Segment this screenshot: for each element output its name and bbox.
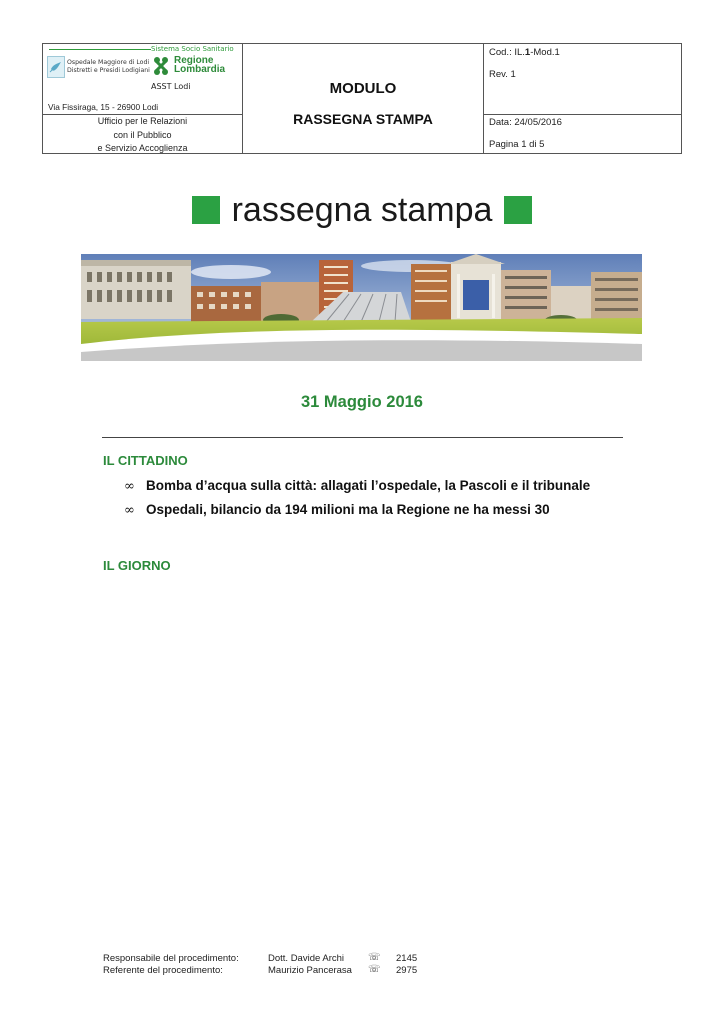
document-date: Data: 24/05/2016 xyxy=(489,117,562,128)
issue-date: 31 Maggio 2016 xyxy=(301,393,423,411)
page-title xyxy=(0,188,724,232)
referent-label: Referente del procedimento: xyxy=(103,965,223,976)
section-il-giorno: IL GIORNO xyxy=(103,558,171,573)
document-code: Cod.: IL.1-Mod.1 xyxy=(489,47,560,58)
divider xyxy=(102,437,623,438)
office-name: Ufficio per le Relazioni con il Pubblico e Servizio Accoglienza xyxy=(97,116,188,153)
green-square-icon xyxy=(192,196,220,224)
module-label: MODULO xyxy=(329,80,397,97)
asst-label: ASST Lodi xyxy=(151,82,191,91)
article-title: Bomba d’acqua sulla città: allagati l’ospedale, la Pascoli e il tribunale xyxy=(146,478,591,493)
phone-icon: ☏ xyxy=(368,964,381,975)
section-il-cittadino: IL CITTADINO xyxy=(103,453,188,468)
regione-lombardia-icon xyxy=(151,55,171,77)
asst-lodi-logo xyxy=(43,44,242,114)
article-title: Ospedali, bilancio da 194 milioni ma la Regione ne ha messi 30 xyxy=(146,502,550,517)
module-title: RASSEGNA STAMPA xyxy=(293,111,433,127)
address: Via Fissiraga, 15 - 26900 Lodi xyxy=(48,102,159,112)
infinity-bullet-icon: ∞ xyxy=(124,479,135,494)
hospital-name: Ospedale Maggiore di Lodi Distretti e Presidi Lodigiani xyxy=(67,59,150,74)
list-item xyxy=(124,502,621,518)
list-item xyxy=(124,478,621,494)
page-title-text: rassegna stampa xyxy=(231,190,493,229)
infinity-bullet-icon: ∞ xyxy=(124,503,135,518)
document-header xyxy=(42,43,682,154)
regione-lombardia-text: Regione Lombardia xyxy=(174,55,226,75)
responsible-phone: 2145 xyxy=(396,953,418,964)
phone-icon: ☏ xyxy=(368,952,381,963)
green-square-icon xyxy=(504,196,532,224)
hospital-buildings-banner xyxy=(81,254,642,361)
responsible-name: Dott. Davide Archi xyxy=(268,953,345,964)
page-number: Pagina 1 di 5 xyxy=(489,139,545,150)
referent-name: Maurizio Pancerasa xyxy=(268,965,352,976)
referent-phone: 2975 xyxy=(396,965,418,976)
responsible-label: Responsabile del procedimento: xyxy=(103,953,239,964)
section-il-cittadino-list xyxy=(124,478,621,526)
logo-system-text: Sistema Socio Sanitario xyxy=(151,45,234,53)
dove-icon xyxy=(47,56,65,78)
revision: Rev. 1 xyxy=(489,69,516,80)
